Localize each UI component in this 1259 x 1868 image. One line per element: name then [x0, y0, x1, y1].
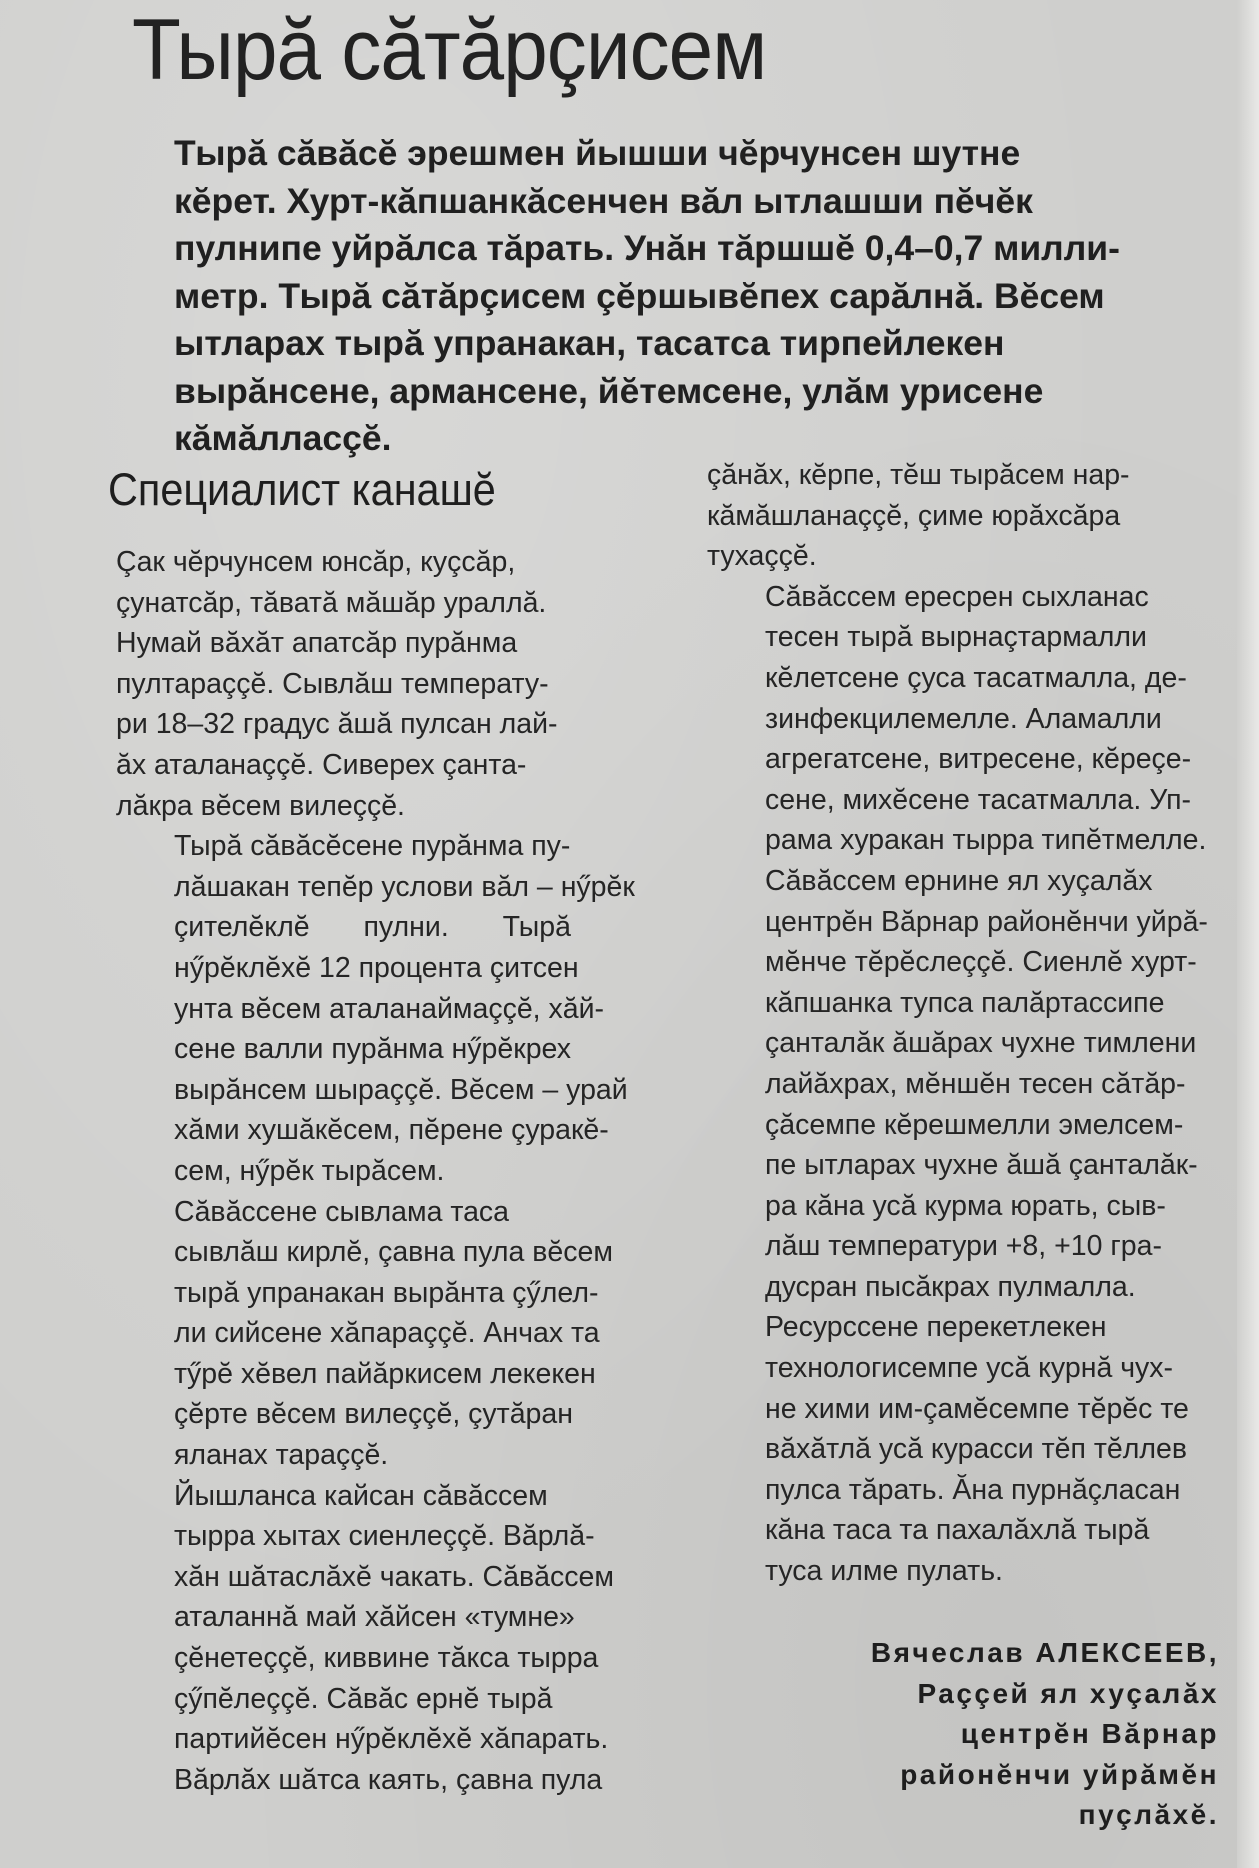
text-line: çителĕклĕ пулни. Тырă	[174, 911, 571, 944]
text-line: хăми хушăкĕсем, пĕрене çуракĕ-	[174, 1114, 609, 1147]
text-line: Йышланса кайсан сăвăссем	[174, 1479, 548, 1512]
text-line: лайăхрах, мĕншĕн тесен сăтăр-	[765, 1067, 1186, 1100]
right-column	[707, 455, 1217, 1592]
text-line: зинфекцилемелле. Аламалли	[765, 702, 1162, 735]
lead-line: кĕрет. Хурт-кăпшанкăсенчен вăл ытлашши пĕчĕк	[174, 180, 1033, 221]
text-line: çĕрте вĕсем вилеççĕ, çутăран	[174, 1398, 573, 1431]
text-line: вăхăтлă усă курасси тĕп тĕллев	[765, 1433, 1188, 1466]
section-subhead: Специалист канашĕ	[108, 464, 496, 515]
text-line: ăх аталанаççĕ. Сиверех çанта-	[116, 748, 527, 781]
text-line: ра кăна усă курма юрать, сыв-	[765, 1189, 1166, 1222]
text-line: кăна таса та пахалăхлă тырă	[765, 1514, 1150, 1547]
text-line: Сăвăссем ернине ял хуçалăх	[765, 864, 1153, 897]
text-line: сене валли пурăнма нӳрĕкрех	[174, 1033, 572, 1066]
text-line: кĕлетсене çуса тасатмалла, де-	[765, 661, 1187, 694]
text-line: çăсемпе кĕрешмелли эмелсем-	[765, 1108, 1184, 1141]
author-position: районĕнчи уйрăмĕн	[900, 1758, 1219, 1790]
author-position: центрĕн Вăрнар	[960, 1718, 1219, 1749]
left-column	[116, 542, 636, 1800]
lead-line: Тырă сăвăсĕ эрешмен йышши чĕрчунсен шутне	[174, 133, 1021, 173]
paragraph	[116, 1192, 636, 1476]
paragraph	[116, 826, 636, 1191]
paragraph	[707, 577, 1217, 861]
text-line: Сăвăссем ересрен сыхланас	[765, 580, 1149, 613]
text-line: рама хуракан тырра типĕтмелле.	[765, 824, 1207, 857]
author-position: пуçлăхĕ.	[1078, 1799, 1219, 1830]
text-line: кăпшанка тупса палăртассипе	[765, 986, 1165, 1019]
text-line: хăн шăтаслăхĕ чакать. Сăвăссем	[174, 1560, 614, 1593]
author-name: Вячеслав АЛЕКСЕЕВ,	[870, 1637, 1219, 1668]
text-line: кăмăшланаççĕ, çиме юрăхсăра	[707, 499, 1121, 532]
text-line: тырра хытах сиенлеççĕ. Вăрлă-	[174, 1520, 595, 1553]
text-line: тӳрĕ хĕвел пайăркисем лекекен	[174, 1357, 596, 1390]
paragraph	[116, 542, 636, 826]
text-line: Нумай вăхăт апатсăр пурăнма	[116, 627, 518, 660]
text-line: Ресурссене перекетлекен	[765, 1311, 1107, 1344]
paragraph	[707, 1307, 1217, 1591]
text-line: Сăвăссене сывлама таса	[174, 1195, 510, 1228]
text-line: тухаççĕ.	[707, 540, 817, 573]
text-line: агрегатсене, витресене, кĕреçе-	[765, 743, 1192, 776]
author-position: Раççей ял хуçалăх	[917, 1677, 1219, 1709]
text-line: дусран пысăкрах пулмалла.	[765, 1270, 1136, 1303]
text-line: центрĕн Вăрнар районĕнчи уйрă-	[765, 905, 1208, 938]
text-line: мĕнче тĕрĕслеççĕ. Сиенлĕ хурт-	[765, 946, 1197, 979]
text-line: аталаннă май хăйсен «тумне»	[174, 1601, 575, 1634]
text-line: унта вĕсем аталанаймаççĕ, хăй-	[174, 992, 605, 1025]
article-lead	[174, 130, 1224, 463]
author-signature	[871, 1633, 1219, 1836]
text-line: çăнăх, кĕрпе, тĕш тырăсем нар-	[707, 459, 1130, 491]
text-line: çӳпĕлеççĕ. Сăвăс ернĕ тырă	[174, 1682, 553, 1715]
text-line: сем, нӳрĕк тырăсем.	[174, 1154, 445, 1187]
lead-line: метр. Тырă сăтăрçисем çĕршывĕпех сарăлнă. Вĕсем	[174, 275, 1105, 316]
text-line: çунатсăр, тăватă мăшăр ураллă.	[116, 586, 547, 619]
text-line: Çак чĕрчунсем юнсăр, куçсăр,	[116, 546, 516, 578]
text-line: вырăнсем шыраççĕ. Вĕсем – урай	[174, 1073, 628, 1106]
text-line: тырă упранакан вырăнта çӳлел-	[174, 1276, 599, 1309]
text-line: лăкра вĕсем вилеççĕ.	[116, 789, 405, 822]
lead-line: ытларах тырă упранакан, тасатса тирпейлекен	[174, 323, 1005, 363]
text-line: тесен тырă вырнаçтармалли	[765, 621, 1147, 654]
text-line: пултараççĕ. Сывлăш температу-	[116, 667, 549, 700]
text-line: ли сийсене хăпараççĕ. Анчах та	[174, 1317, 600, 1350]
text-line: пулса тăрать. Ăна пурнăçласан	[765, 1473, 1181, 1506]
paragraph	[116, 1476, 636, 1801]
text-line: Тырă сăвăсĕсене пурăнма пу-	[174, 830, 571, 863]
paragraph	[707, 861, 1217, 1308]
text-line: яланах тараççĕ.	[174, 1439, 389, 1472]
text-line: сене, михĕсене тасатмалла. Уп-	[765, 783, 1191, 816]
text-line: нӳрĕклĕхĕ 12 процента çитсен	[174, 951, 579, 984]
text-line: туса илме пулать.	[765, 1555, 1003, 1588]
text-line: сывлăш кирлĕ, çавна пула вĕсем	[174, 1236, 613, 1269]
text-line: партийĕсен нӳрĕклĕхĕ хăпарать.	[174, 1723, 609, 1756]
text-line: лăш температури +8, +10 гра-	[765, 1230, 1162, 1263]
page-edge	[1237, 0, 1259, 1868]
text-line: не хими им-çамĕсемпе тĕрĕс те	[765, 1392, 1189, 1425]
paragraph	[707, 455, 1217, 577]
text-line: лăшакан тепĕр услови вăл – нӳрĕк	[174, 870, 635, 903]
article-title: Тырă сăтăрçисем	[132, 2, 767, 98]
lead-line: кăмăлласçĕ.	[174, 418, 392, 458]
text-line: çанталăк ăшăрах чухне тимлени	[765, 1027, 1197, 1060]
text-line: технологисемпе усă курнă чух-	[765, 1352, 1174, 1385]
text-line: ри 18–32 градус ăшă пулсан лай-	[116, 708, 558, 741]
text-line: Вăрлăх шăтса каять, çавна пула	[174, 1763, 603, 1796]
lead-line: вырăнсене, армансене, йĕтемсене, улăм урисене	[174, 370, 1044, 411]
text-line: çĕнетеççĕ, киввине тăкса тырра	[174, 1642, 599, 1675]
text-line: пе ытларах чухне ăшă çанталăк-	[765, 1149, 1198, 1182]
lead-line: пулнипе уйрăлса тăрать. Унăн тăршшĕ 0,4–0,7 милли-	[174, 228, 1120, 268]
